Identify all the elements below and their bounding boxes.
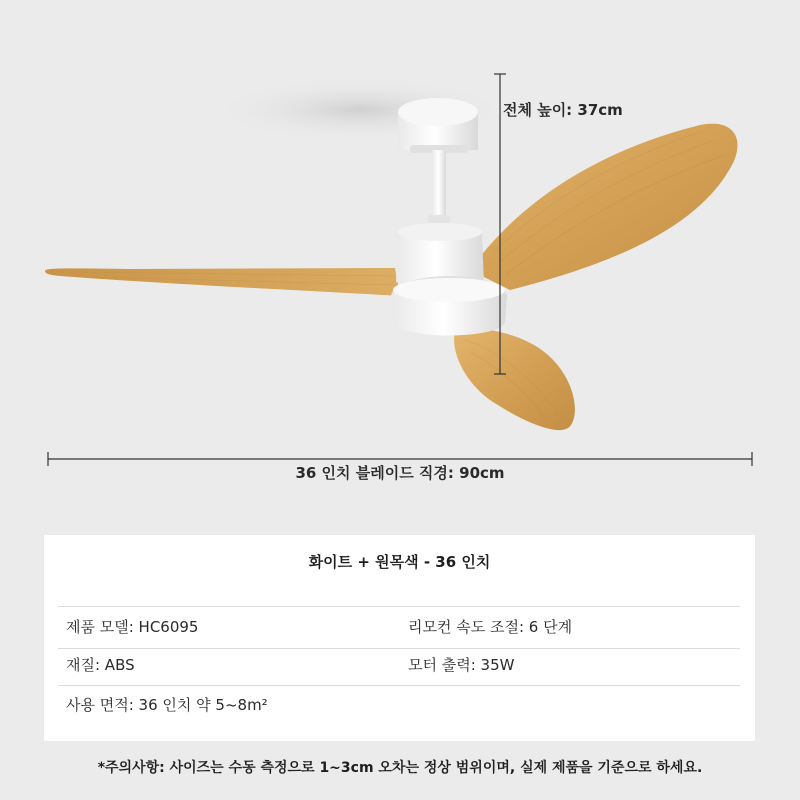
diameter-label: 36 인치 블레이드 직경: 90cm [295, 464, 505, 482]
spec-remote-speed: 리모컨 속도 조절: 6 단계 [408, 618, 573, 636]
spec-usage-area: 사용 면적: 36 인치 약 5~8m² [66, 696, 268, 714]
height-label: 전체 높이: 37cm [503, 101, 623, 119]
fan-blade-front [454, 328, 575, 430]
spec-title: 화이트 + 원목색 - 36 인치 [308, 553, 491, 571]
spec-card [44, 535, 755, 741]
divider [58, 606, 740, 607]
fan-blade-right [470, 124, 737, 290]
downrod [432, 150, 446, 222]
spec-model: 제품 모델: HC6095 [66, 618, 199, 636]
divider [58, 648, 740, 649]
spec-material: 재질: ABS [66, 656, 135, 674]
footnote: *주의사항: 사이즈는 수동 측정으로 1~3cm 오차는 정상 범위이며, 실제 제품을 기준으로 하세요. [97, 760, 703, 776]
spec-motor-output: 모터 출력: 35W [408, 656, 515, 674]
divider [58, 685, 740, 686]
